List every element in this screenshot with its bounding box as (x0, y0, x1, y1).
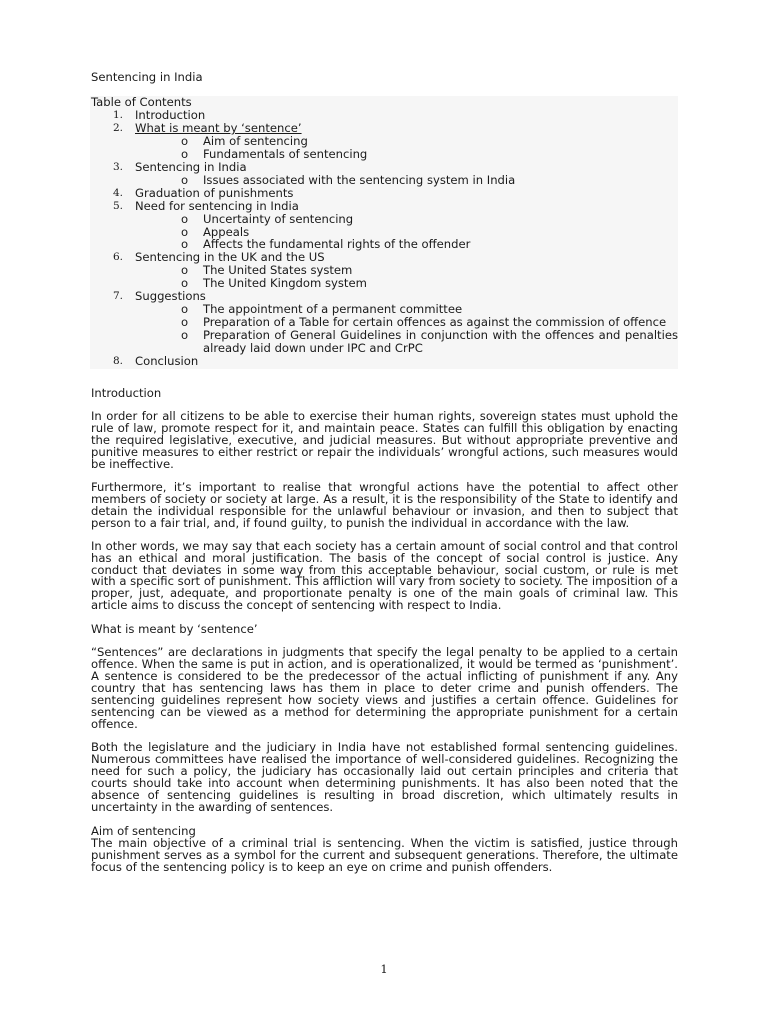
bullet-icon: o (181, 133, 189, 148)
section-heading-aim: Aim of sentencing (91, 823, 196, 838)
section-heading-meaning: What is meant by ‘sentence’ (91, 622, 258, 637)
toc-subitem-label: The appointment of a permanent committee (203, 302, 463, 317)
toc-item-label: Need for sentencing in India (135, 198, 299, 213)
toc-item-number: 1. (113, 108, 124, 121)
bullet-icon: o (181, 302, 189, 317)
bullet-icon: o (181, 237, 189, 252)
toc-item[interactable] (91, 122, 678, 135)
paragraph: In order for all citizens to be able to exercise their human rights, sovereign states must uphold the rule of law, promote respect for it, and maintain peace. States can fulfill this obligation by enacting the required legislative, executive, and judicial measures. But without appropriate preventive and punitive measures to either restrict or repair the individuals’ wrongful actions, such measures would be ineffective. (91, 409, 678, 471)
toc-item-label: Sentencing in the UK and the US (135, 250, 325, 265)
bullet-icon: o (181, 172, 189, 187)
bullet-icon: o (181, 315, 189, 330)
toc-subitem[interactable] (91, 213, 678, 226)
toc-subitem-label: The United States system (203, 263, 353, 278)
bullet-icon: o (181, 211, 189, 226)
toc-subitem[interactable] (91, 329, 678, 355)
bullet-icon: o (181, 146, 189, 161)
toc-subitem-label: Issues associated with the sentencing system in India (203, 172, 516, 187)
document-title: Sentencing in India (91, 70, 203, 84)
toc-subitem-label: Preparation of a Table for certain offences as against the commission of offence (203, 315, 667, 330)
table-of-contents (90, 96, 678, 369)
toc-heading: Table of Contents (91, 95, 192, 109)
paragraph: The main objective of a criminal trial is sentencing. When the victim is satisfied, justice through punishment serves as a symbol for the current and subsequent generations. Therefore, the ultimate focus of the sentencing policy is to keep an eye on crime and punish offenders. (91, 835, 678, 874)
toc-item[interactable] (91, 355, 678, 368)
section-heading-introduction: Introduction (91, 386, 162, 401)
toc-item-label: Graduation of punishments (135, 185, 294, 200)
toc-item-number: 8. (113, 355, 124, 368)
toc-item[interactable] (91, 200, 678, 213)
toc-item-number: 4. (113, 186, 124, 199)
toc-item-label: Sentencing in India (135, 159, 247, 174)
toc-subitem-label: Preparation of General Guidelines in conjunction with the offences and penalties already laid down under IPC and CrPC (203, 328, 678, 356)
toc-subitem-label: Appeals (203, 224, 250, 239)
toc-subitem-label: Uncertainty of sentencing (203, 211, 354, 226)
toc-subitem-label: Aim of sentencing (203, 133, 308, 148)
paragraph: “Sentences” are declarations in judgments that specify the legal penalty to be applied to a certain offence. When the same is put in action, and is operationalized, it would be termed as ‘punishment’. A sentence is considered to be the predecessor of the actual inflicting of punishment if any. Any country that has sentencing laws has them in place to deter crime and punish offenders. The sentencing guidelines represent how society views and justifies a certain offence. Guidelines for sentencing can be viewed as a method for determining the appropriate punishment for a certain offence. (91, 645, 678, 732)
paragraph: Furthermore, it’s important to realise that wrongful actions have the potential to affect other members of society or society at large. As a result, it is the responsibility of the State to identify and detain the individual responsible for the unlawful behaviour or invasion, and then to subject that person to a fair trial, and, if found guilty, to punish the individual in accordance with the law. (91, 479, 678, 530)
bullet-icon: o (181, 276, 189, 291)
toc-subitem[interactable] (91, 264, 678, 277)
toc-subitem-label: Affects the fundamental rights of the offender (203, 237, 471, 252)
bullet-icon: o (181, 328, 189, 343)
toc-item-number: 7. (113, 290, 124, 303)
bullet-icon: o (181, 263, 189, 278)
paragraph: In other words, we may say that each society has a certain amount of social control and that control has an ethical and moral justification. The basis of the concept of social control is justice. Any conduct that deviates in some way from this acceptable behaviour, social custom, or rule is met with a specific sort of punishment. This affliction will vary from society to society. The imposition of a proper, just, adequate, and proportionate penalty is one of the main goals of criminal law. This article aims to discuss the concept of sentencing with respect to India. (91, 538, 678, 613)
document-page (91, 71, 678, 885)
toc-item-label: Introduction (135, 107, 206, 122)
page-number: 1 (380, 962, 388, 976)
toc-item-label: Suggestions (135, 289, 206, 304)
toc-subitem-label: Fundamentals of sentencing (203, 146, 368, 161)
bullet-icon: o (181, 224, 189, 239)
toc-item-label: Conclusion (135, 354, 199, 369)
toc-item-number: 5. (113, 199, 124, 212)
toc-item-number: 2. (113, 121, 124, 134)
toc-subitem[interactable] (91, 135, 678, 148)
toc-subitem-label: The United Kingdom system (203, 276, 367, 291)
toc-item[interactable] (91, 251, 678, 264)
toc-item-number: 6. (113, 251, 124, 264)
paragraph: Both the legislature and the judiciary in India have not established formal sentencing guidelines. Numerous committees have realised the importance of well-considered guidelines. Recognizing the need for such a policy, the judiciary has occasionally laid out certain principles and criteria that courts should take into account when determining punishments. It has also been noted that the absence of sentencing guidelines is resulting in broad discretion, which ultimately results in uncertainty in the awarding of sentences. (91, 739, 678, 814)
toc-item-number: 3. (113, 160, 124, 173)
toc-link-what-is-sentence[interactable]: What is meant by ‘sentence’ (135, 120, 302, 135)
